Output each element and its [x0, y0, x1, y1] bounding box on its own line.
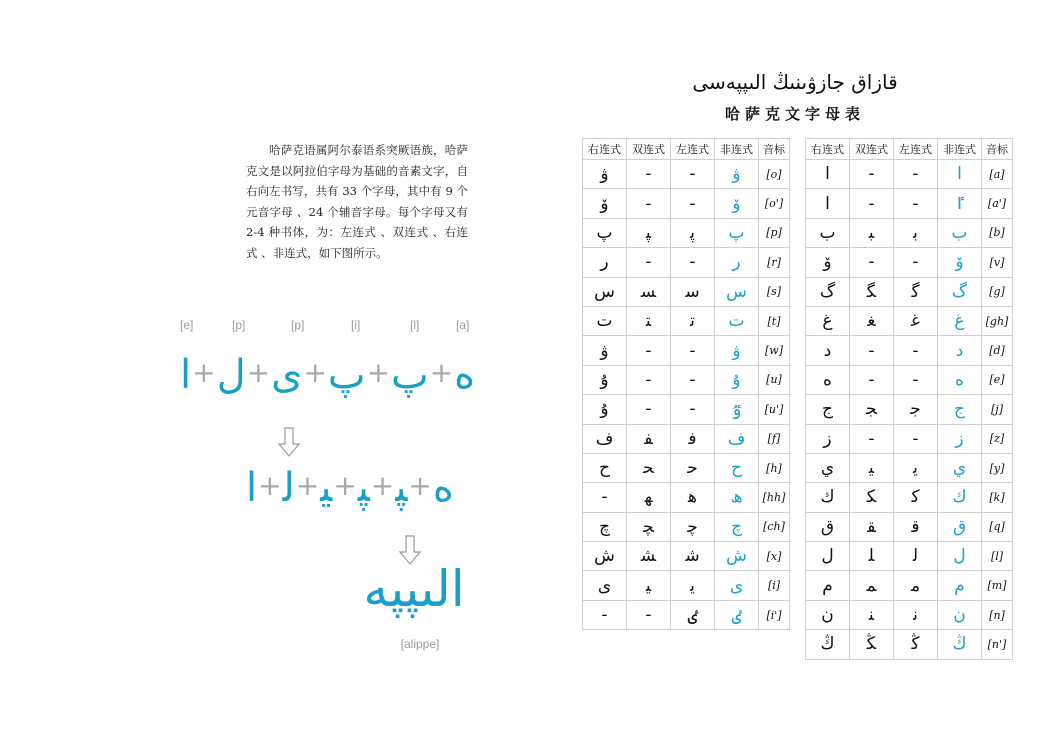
phonetic-symbol: [r]: [759, 248, 790, 277]
plus-sign: +: [246, 356, 271, 389]
right-connected-form: ف: [583, 424, 627, 453]
left-connected-form: ﻟ: [894, 542, 938, 571]
header-isolated: 非连式: [938, 139, 982, 160]
isolated-form: ۆ: [715, 189, 759, 218]
phonetic-symbol: [s]: [759, 277, 790, 306]
letter: ﭙ: [395, 465, 408, 511]
dual-connected-form: ﻴ: [627, 571, 671, 600]
isolated-form: ج: [938, 395, 982, 424]
left-connected-form: -: [671, 365, 715, 394]
plus-sign: +: [303, 356, 327, 389]
left-connected-form: ﻳ: [671, 571, 715, 600]
phonetic-symbol: [k]: [982, 483, 1013, 512]
plus-sign: +: [333, 469, 357, 502]
phonetic-symbol: [ch]: [759, 512, 790, 541]
table-row: [806, 630, 1013, 659]
letter: ا: [180, 352, 192, 398]
ipa-label: [p]: [291, 318, 305, 332]
left-connected-form: ﯕ: [894, 630, 938, 659]
letter: ﻴ: [320, 465, 333, 511]
phonetic-symbol: [a']: [982, 189, 1013, 218]
plus-sign: +: [408, 469, 432, 502]
joined-word: الىپپە: [363, 560, 465, 618]
isolated-form: ا: [938, 160, 982, 189]
phonetic-symbol: [v]: [982, 248, 1013, 277]
table-row: [806, 483, 1013, 512]
dual-connected-form: ﺤ: [627, 453, 671, 482]
right-connected-form: ۋ: [583, 336, 627, 365]
right-connected-form: ۇ: [583, 365, 627, 394]
phonetic-symbol: [l]: [982, 542, 1013, 571]
plus-sign: +: [295, 469, 320, 502]
phonetic-symbol: [q]: [982, 512, 1013, 541]
right-connected-form: ۆ: [583, 189, 627, 218]
left-connected-form: ﻓ: [671, 424, 715, 453]
header-phonetic: 音标: [759, 139, 790, 160]
table-row: [806, 600, 1013, 629]
right-connected-form: ۆ: [806, 248, 850, 277]
left-connected-form: -: [671, 395, 715, 424]
dual-connected-form: -: [627, 248, 671, 277]
right-connected-form: ز: [806, 424, 850, 453]
table-row: [583, 453, 790, 482]
table-row: [806, 365, 1013, 394]
isolated-form: پ: [715, 218, 759, 247]
table-row: [806, 395, 1013, 424]
table-row: [806, 189, 1013, 218]
header-right-connected: 右连式: [806, 139, 850, 160]
isolated-form: ش: [715, 542, 759, 571]
right-connected-form: ر: [583, 248, 627, 277]
isolated-letter-sequence: [180, 352, 476, 398]
phonetic-symbol: [gh]: [982, 306, 1013, 335]
phonetic-symbol: [hh]: [759, 483, 790, 512]
phonetic-symbol: [b]: [982, 218, 1013, 247]
table-row: [806, 160, 1013, 189]
right-connected-form: م: [806, 571, 850, 600]
isolated-form: ە: [938, 365, 982, 394]
dual-connected-form: ﯖ: [850, 630, 894, 659]
table-row: [806, 424, 1013, 453]
plus-sign: +: [366, 356, 391, 389]
header-dual-connected: 双连式: [627, 139, 671, 160]
dual-connected-form: ﺒ: [850, 218, 894, 247]
dual-connected-form: ﻠ: [850, 542, 894, 571]
table-row: [583, 395, 790, 424]
isolated-form: ڭ: [938, 630, 982, 659]
isolated-form: ي: [938, 453, 982, 482]
left-connected-form: -: [671, 189, 715, 218]
table-row: [583, 571, 790, 600]
left-connected-form: ﻧ: [894, 600, 938, 629]
left-connected-form: ﮔ: [894, 277, 938, 306]
isolated-form: س: [715, 277, 759, 306]
table-row: [583, 365, 790, 394]
phonetic-symbol: [i]: [759, 571, 790, 600]
left-connected-form: -: [671, 160, 715, 189]
left-connected-form: -: [894, 160, 938, 189]
phonetic-symbol: [a]: [982, 160, 1013, 189]
phonetic-symbol: [d]: [982, 336, 1013, 365]
right-connected-form: ح: [583, 453, 627, 482]
right-connected-form: ق: [806, 512, 850, 541]
phonetic-symbol: [e]: [982, 365, 1013, 394]
phonetic-symbol: [y]: [982, 453, 1013, 482]
isolated-form: ك: [938, 483, 982, 512]
alphabet-table-right: [805, 138, 1013, 660]
table-row: [583, 306, 790, 335]
left-connected-form: ﺳ: [671, 277, 715, 306]
phonetic-symbol: [o]: [759, 160, 790, 189]
table-row: [806, 542, 1013, 571]
right-connected-form: ڭ: [806, 630, 850, 659]
isolated-form: ح: [715, 453, 759, 482]
isolated-form: غ: [938, 306, 982, 335]
left-connected-form: ﻏ: [894, 306, 938, 335]
table-row: [806, 248, 1013, 277]
isolated-form: ن: [938, 600, 982, 629]
dual-connected-form: -: [627, 365, 671, 394]
dual-connected-form: -: [627, 160, 671, 189]
right-connected-form: غ: [806, 306, 850, 335]
word-ipa: [alippe]: [400, 637, 440, 651]
table-row: [583, 218, 790, 247]
dual-connected-form: -: [850, 189, 894, 218]
ipa-label: [e]: [180, 318, 194, 332]
table-row: [583, 483, 790, 512]
dual-connected-form: ﻔ: [627, 424, 671, 453]
left-connected-form: ﭘ: [671, 218, 715, 247]
ipa-label: [l]: [410, 318, 420, 332]
dual-connected-form: ﻤ: [850, 571, 894, 600]
right-connected-form: -: [583, 483, 627, 512]
table-row: [583, 600, 790, 629]
dual-connected-form: ﻜ: [850, 483, 894, 512]
table-row: [583, 248, 790, 277]
left-connected-form: ﺑ: [894, 218, 938, 247]
right-connected-form: ى: [583, 571, 627, 600]
phonetic-symbol: [i']: [759, 600, 790, 629]
isolated-form: ھ: [715, 483, 759, 512]
isolated-form: گ: [938, 277, 982, 306]
phonetic-symbol: [u]: [759, 365, 790, 394]
isolated-form: ۆ: [938, 248, 982, 277]
letter: ى: [271, 352, 303, 398]
phonetic-symbol: [j]: [982, 395, 1013, 424]
dual-connected-form: ﭽ: [627, 512, 671, 541]
plus-sign: +: [192, 356, 216, 389]
table-row: [583, 542, 790, 571]
right-connected-form: ش: [583, 542, 627, 571]
table-row: [806, 218, 1013, 247]
right-connected-form: ا: [806, 160, 850, 189]
right-connected-form: گ: [806, 277, 850, 306]
right-connected-form: ە: [806, 365, 850, 394]
left-connected-form: ٸ: [671, 600, 715, 629]
header-phonetic: 音标: [982, 139, 1013, 160]
letter: ە: [432, 465, 454, 511]
dual-connected-form: -: [850, 365, 894, 394]
phonetic-symbol: [p]: [759, 218, 790, 247]
table-header-row: [806, 139, 1013, 160]
letter: پ: [327, 352, 366, 398]
left-connected-form: -: [894, 189, 938, 218]
phonetic-symbol: [z]: [982, 424, 1013, 453]
left-connected-form: -: [894, 365, 938, 394]
phonetic-symbol: [m]: [982, 571, 1013, 600]
dual-connected-form: ﻴ: [850, 453, 894, 482]
isolated-form: ۋ: [715, 160, 759, 189]
phonetic-symbol: [t]: [759, 306, 790, 335]
left-connected-form: ﻛ: [894, 483, 938, 512]
phonetic-symbol: [w]: [759, 336, 790, 365]
left-connected-form: -: [671, 336, 715, 365]
header-left-connected: 左连式: [671, 139, 715, 160]
left-connected-form: ﺗ: [671, 306, 715, 335]
isolated-form: ف: [715, 424, 759, 453]
header-dual-connected: 双连式: [850, 139, 894, 160]
table-row: [583, 424, 790, 453]
dual-connected-form: -: [850, 248, 894, 277]
table-row: [806, 512, 1013, 541]
phonetic-symbol: [n]: [982, 600, 1013, 629]
dual-connected-form: ﺘ: [627, 306, 671, 335]
letter: پ: [391, 352, 429, 398]
down-arrow-icon: [278, 427, 300, 457]
isolated-form: ب: [938, 218, 982, 247]
table-row: [806, 336, 1013, 365]
right-connected-form: ج: [806, 395, 850, 424]
isolated-form: د: [938, 336, 982, 365]
header-right-connected: 右连式: [583, 139, 627, 160]
dual-connected-form: ﺸ: [627, 542, 671, 571]
header-left-connected: 左连式: [894, 139, 938, 160]
dual-connected-form: ﮭ: [627, 483, 671, 512]
left-connected-form: -: [894, 424, 938, 453]
right-connected-form: ل: [806, 542, 850, 571]
connected-form-sequence: [246, 465, 454, 511]
alphabet-table-left: [582, 138, 790, 630]
dual-connected-form: -: [850, 336, 894, 365]
phonetic-symbol: [o']: [759, 189, 790, 218]
isolated-form: ۇ: [715, 365, 759, 394]
table-row: [583, 512, 790, 541]
left-connected-form: -: [894, 248, 938, 277]
isolated-form: م: [938, 571, 982, 600]
isolated-form: ق: [938, 512, 982, 541]
right-connected-form: ت: [583, 306, 627, 335]
letter: ﭙ: [357, 465, 370, 511]
right-connected-form: ك: [806, 483, 850, 512]
left-connected-form: ﻗ: [894, 512, 938, 541]
title-chinese: 哈萨克文字母表: [724, 105, 865, 123]
plus-sign: +: [258, 469, 282, 502]
dual-connected-form: ﻐ: [850, 306, 894, 335]
dual-connected-form: -: [850, 160, 894, 189]
table-row: [806, 571, 1013, 600]
dual-connected-form: ﺴ: [627, 277, 671, 306]
left-connected-form: ﻳ: [894, 453, 938, 482]
isolated-form: ٷ: [715, 395, 759, 424]
isolated-form: ل: [938, 542, 982, 571]
table-header-row: [583, 139, 790, 160]
header-isolated: 非连式: [715, 139, 759, 160]
table-row: [583, 336, 790, 365]
isolated-form: ى: [715, 571, 759, 600]
right-connected-form: س: [583, 277, 627, 306]
letter: ه: [454, 352, 476, 398]
left-connected-form: ﺟ: [894, 395, 938, 424]
isolated-form: ۋ: [715, 336, 759, 365]
left-connected-form: ﺣ: [671, 453, 715, 482]
letter: ﻟ: [282, 465, 295, 511]
right-connected-form: چ: [583, 512, 627, 541]
dual-connected-form: ﭙ: [627, 218, 671, 247]
phonetic-symbol: [g]: [982, 277, 1013, 306]
dual-connected-form: ﻘ: [850, 512, 894, 541]
right-connected-form: پ: [583, 218, 627, 247]
left-connected-form: ﻣ: [894, 571, 938, 600]
left-connected-form: -: [671, 248, 715, 277]
dual-connected-form: ﺠ: [850, 395, 894, 424]
ipa-label: [i]: [351, 318, 361, 332]
left-connected-form: ﭼ: [671, 512, 715, 541]
isolated-form: ر: [715, 248, 759, 277]
dual-connected-form: ﻨ: [850, 600, 894, 629]
phonetic-symbol: [u']: [759, 395, 790, 424]
plus-sign: +: [370, 469, 395, 502]
phonetic-symbol: [x]: [759, 542, 790, 571]
dual-connected-form: -: [627, 600, 671, 629]
right-connected-form: ب: [806, 218, 850, 247]
phonetic-symbol: [f]: [759, 424, 790, 453]
dual-connected-form: -: [850, 424, 894, 453]
right-connected-form: د: [806, 336, 850, 365]
left-connected-form: -: [894, 336, 938, 365]
right-connected-form: ي: [806, 453, 850, 482]
dual-connected-form: ﮕ: [850, 277, 894, 306]
dual-connected-form: -: [627, 336, 671, 365]
table-row: [806, 453, 1013, 482]
title-kazakh: قازاق جازۋىنىڭ الىپپەسى: [692, 70, 898, 94]
table-row: [583, 160, 790, 189]
right-connected-form: ن: [806, 600, 850, 629]
dual-connected-form: -: [627, 189, 671, 218]
table-row: [583, 189, 790, 218]
isolated-form: ت: [715, 306, 759, 335]
right-connected-form: -: [583, 600, 627, 629]
left-connected-form: ﮬ: [671, 483, 715, 512]
right-connected-form: ا: [806, 189, 850, 218]
right-connected-form: ۇ: [583, 395, 627, 424]
ipa-label: [p]: [232, 318, 246, 332]
isolated-form: ز: [938, 424, 982, 453]
table-row: [806, 277, 1013, 306]
letter: ل: [216, 352, 246, 398]
plus-sign: +: [429, 356, 454, 389]
intro-paragraph: 哈萨克语属阿尔泰语系突厥语族，哈萨克文是以阿拉伯字母为基础的音素文字，自右向左书写，共有 33 个字母，其中有 9 个元音字母 、24 个辅音字母。每个字母又有 2-4 种书体，为：左连式 、双连式 、右连式 、非连式，如下图所示。: [246, 143, 468, 260]
phonetic-symbol: [h]: [759, 453, 790, 482]
right-connected-form: ۋ: [583, 160, 627, 189]
table-row: [806, 306, 1013, 335]
dual-connected-form: -: [627, 395, 671, 424]
isolated-form: چ: [715, 512, 759, 541]
phonetic-symbol: [n']: [982, 630, 1013, 659]
isolated-form: ٵ: [938, 189, 982, 218]
letter: ا: [246, 465, 258, 511]
table-row: [583, 277, 790, 306]
left-connected-form: ﺷ: [671, 542, 715, 571]
ipa-label: [a]: [456, 318, 470, 332]
isolated-form: ٸ: [715, 600, 759, 629]
